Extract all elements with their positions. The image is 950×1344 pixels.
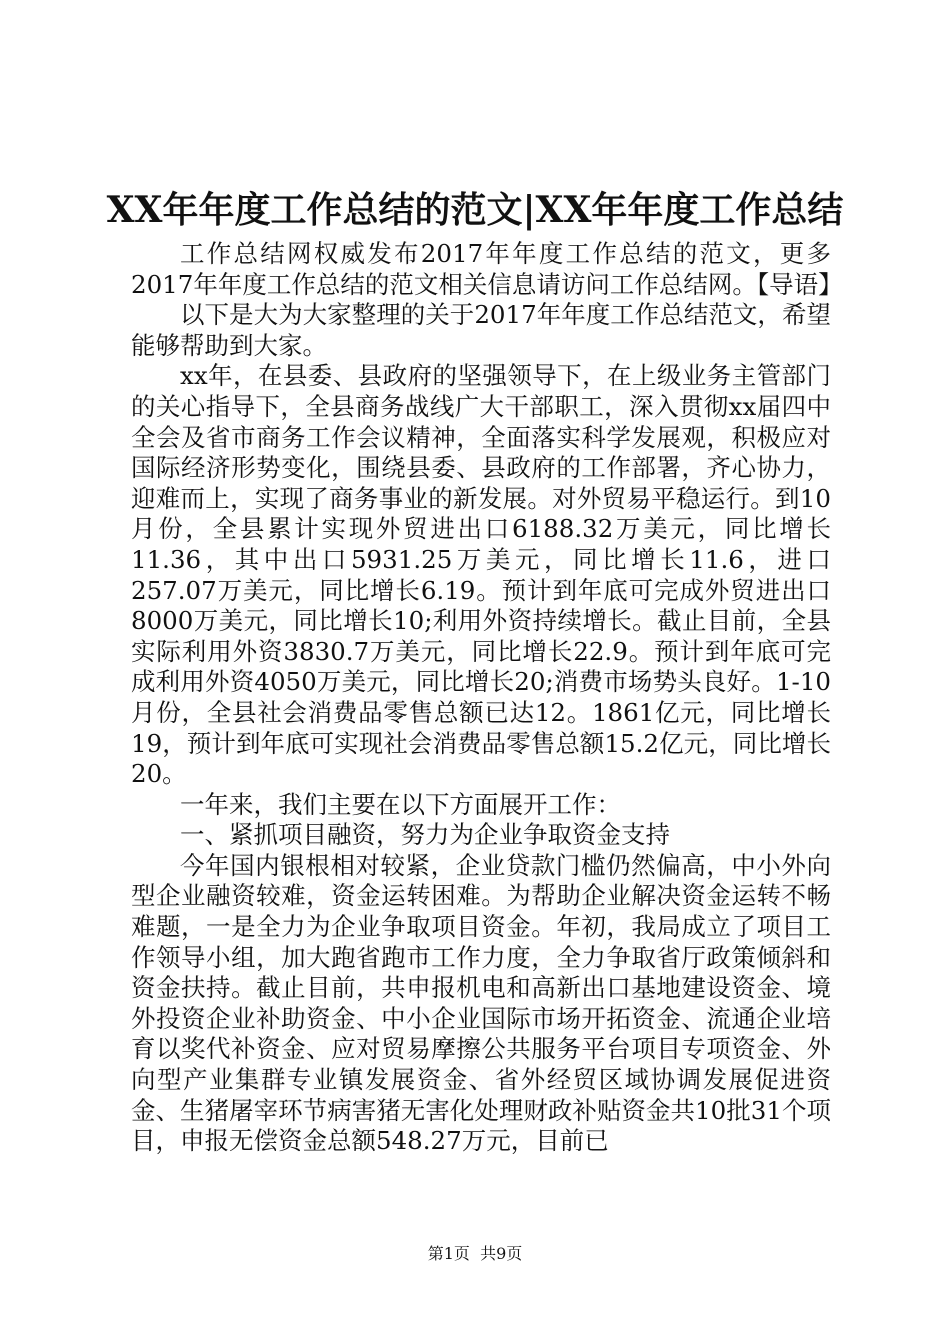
paragraph-overview: xx年，在县委、县政府的坚强领导下，在上级业务主管部门的关心指导下，全县商务战线广大干部职工，深入贯彻xx届四中全会及省市商务工作会议精神，全面落实科学发展观，积极应对国际经济形势变化，围绕县委、县政府的工作部署，齐心协力，迎难而上，实现了商务事业的新发展。对外贸易平稳运行。到10月份，全县累计实现外贸进出口6188.32万美元，同比增长11.36，其中出口5931.25万美元，同比增长11.6，进口257.07万美元，同比增长6.19。预计到年底可完成外贸进出口8000万美元，同比增长10;利用外资持续增长。截止目前，全县实际利用外资3830.7万美元，同比增长22.9。预计到年底可完成利用外资4050万美元，同比增长20;消费市场势头良好。1-10月份，全县社会消费品零售总额已达12。1861亿元，同比增长19，预计到年底可实现社会消费品零售总额15.2亿元，同比增长20。 xyxy=(131,361,831,789)
paragraph-financing: 今年国内银根相对较紧，企业贷款门槛仍然偏高，中小外向型企业融资较难，资金运转困难。为帮助企业解决资金运转不畅难题，一是全力为企业争取项目资金。年初，我局成立了项目工作领导小组，加大跑省跑市工作力度，全力争取省厅政策倾斜和资金扶持。截止目前，共申报机电和高新出口基地建设资金、境外投资企业补助资金、中小企业国际市场开拓资金、流通企业培育以奖代补资金、应对贸易摩擦公共服务平台项目专项资金、外向型产业集群专业镇发展资金、省外经贸区域协调发展促进资金、生猪屠宰环节病害猪无害化处理财政补贴资金共10批31个项目，申报无偿资金总额548.27万元，目前已 xyxy=(131,850,831,1156)
section-heading-1: 一、紧抓项目融资，努力为企业争取资金支持 xyxy=(180,820,670,850)
paragraph-work-intro: 一年来，我们主要在以下方面展开工作： xyxy=(180,789,621,819)
page-footer xyxy=(0,1244,950,1264)
page-total: 共9页 xyxy=(480,1244,523,1263)
paragraph-preface: 以下是大为大家整理的关于2017年年度工作总结范文，希望能够帮助到大家。 xyxy=(131,300,831,360)
paragraph-intro: 工作总结网权威发布2017年年度工作总结的范文，更多2017年年度工作总结的范文相关信息请访问工作总结网。【导语】 xyxy=(131,239,843,299)
page-number: 第1页 xyxy=(427,1244,470,1263)
document-body xyxy=(131,239,843,1157)
document-title: XX年年度工作总结的范文|XX年年度工作总结 xyxy=(106,189,844,231)
